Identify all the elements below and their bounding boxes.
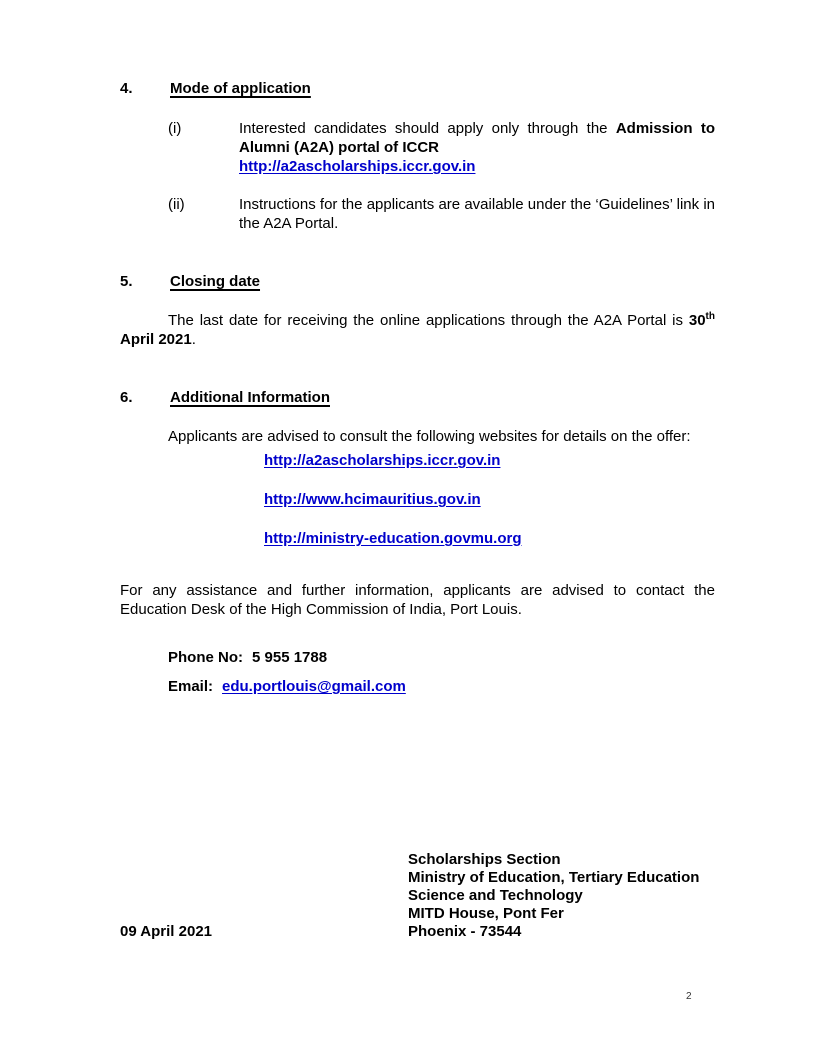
- list-item-i-link-line: [239, 157, 715, 176]
- website-link-line: [264, 529, 715, 548]
- closing-date-period: .: [191, 331, 196, 348]
- section-5-title: Closing date: [170, 273, 261, 290]
- website-link-line: [264, 490, 715, 509]
- list-item-ii: [168, 195, 715, 233]
- closing-date-day: 30: [688, 312, 706, 329]
- section-5-number: 5.: [120, 273, 133, 290]
- phone-label: Phone No:: [168, 649, 243, 666]
- closing-date-paragraph: [120, 311, 715, 349]
- document-date: 09 April 2021: [120, 923, 212, 940]
- list-item-i-text: Interested candidates should apply only through the: [239, 120, 616, 137]
- page-number: 2: [686, 991, 692, 1002]
- website-link-line: [264, 451, 715, 470]
- list-item-ii-text: Instructions for the applicants are available under the ‘Guidelines’ link in the A2A Portal.: [239, 196, 715, 232]
- a2a-portal-link[interactable]: http://a2ascholarships.iccr.gov.in: [239, 158, 476, 175]
- closing-date-month-year: April 2021: [120, 331, 192, 348]
- section-6-number: 6.: [120, 389, 133, 406]
- section-5-heading: [120, 272, 715, 291]
- footer-row: [120, 851, 715, 941]
- section-6-heading: [120, 388, 715, 407]
- list-item-i-body: [239, 119, 715, 176]
- signature-line: Science and Technology: [408, 887, 583, 904]
- list-item-i: [168, 119, 715, 176]
- iccr-scholarships-link[interactable]: http://a2ascholarships.iccr.gov.in: [264, 452, 501, 469]
- signature-line: Ministry of Education, Tertiary Education: [408, 869, 700, 886]
- ministry-education-link[interactable]: http://ministry-education.govmu.org: [264, 530, 522, 547]
- email-label: Email:: [168, 678, 214, 695]
- signature-line: Scholarships Section: [408, 851, 561, 868]
- email-line: [168, 677, 715, 696]
- section-4-heading: [120, 79, 715, 98]
- phone-number: 5 955 1788: [252, 649, 328, 666]
- list-item-i-bold-text: Admission to Alumni (A2A) portal of ICCR: [239, 120, 715, 156]
- assistance-paragraph: For any assistance and further information, applicants are advised to contact the Education Desk of the High Commission of India, Port Louis.: [120, 582, 715, 618]
- hci-mauritius-link[interactable]: http://www.hcimauritius.gov.in: [264, 491, 481, 508]
- list-item-i-label: (i): [168, 120, 182, 137]
- closing-date-ordinal: th: [705, 311, 715, 322]
- email-link[interactable]: edu.portlouis@gmail.com: [222, 678, 406, 695]
- section-6-title: Additional Information: [170, 389, 330, 406]
- signature-block: [408, 851, 715, 941]
- additional-info-paragraph: Applicants are advised to consult the following websites for details on the offer:: [168, 428, 691, 445]
- phone-line: [168, 648, 715, 667]
- signature-line: MITD House, Pont Fer: [408, 905, 564, 922]
- section-4-number: 4.: [120, 80, 133, 97]
- section-4-title: Mode of application: [170, 80, 311, 97]
- list-item-ii-label: (ii): [168, 196, 185, 213]
- closing-date-text: The last date for receiving the online applications through the A2A Portal is: [168, 312, 689, 329]
- signature-line: Phoenix - 73544: [408, 923, 522, 940]
